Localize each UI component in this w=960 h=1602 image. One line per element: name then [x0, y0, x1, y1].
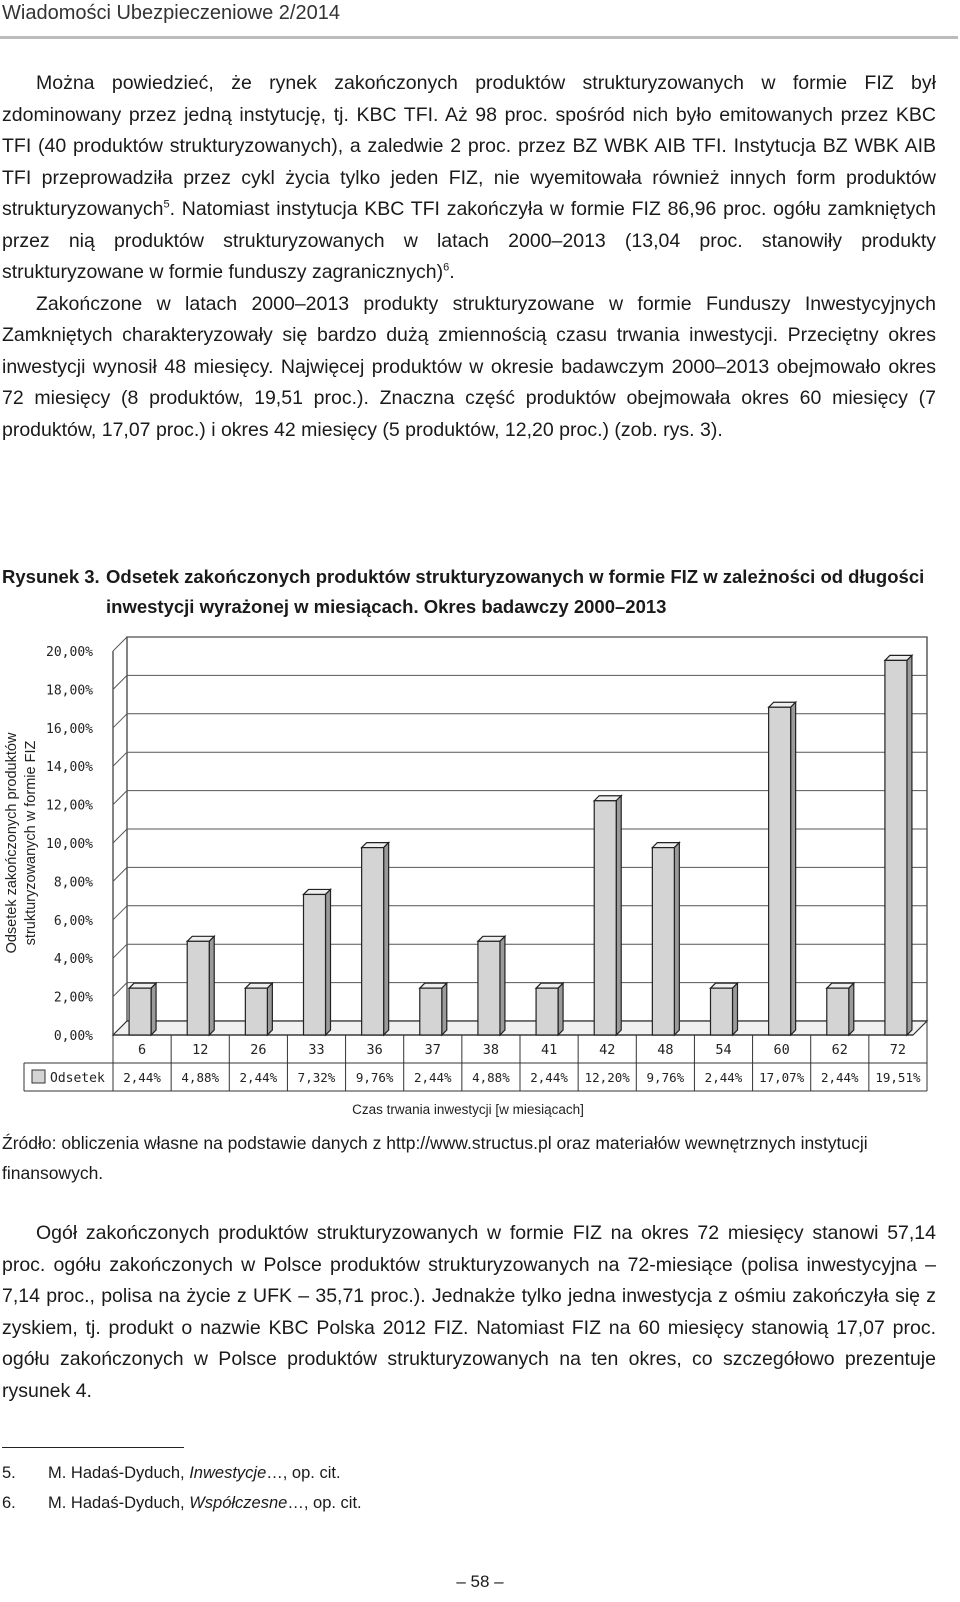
paragraph: Zakończone w latach 2000–2013 produkty strukturyzowane w formie Funduszy Inwestycyjnych Zamkniętych charakteryzowały się bardzo dużą zmiennością czasu trwania inwestycji. Przeciętny okres inwestycji wynosił 48 miesięcy. Najwięcej produktów w okresie badawczym 2000–2013 obejmowało okres 72 miesięcy (8 produktów, 19,51 proc.). Znaczna część produktów obejmowała okres 60 miesięcy (7 produktów, 17,07 proc.) i okres 42 miesięcy (5 produktów, 12,20 proc.) (zob. rys. 3).	[2, 292, 936, 441]
footnote-author: M. Hadaś-Dyduch,	[48, 1494, 190, 1512]
gridline-side	[113, 983, 127, 997]
footnote-rest: …, op. cit.	[266, 1464, 341, 1482]
gridline-side	[113, 637, 127, 651]
figure-label: Rysunek 3.	[2, 566, 100, 587]
bar	[187, 941, 209, 1035]
bar	[129, 988, 151, 1035]
gridline-side	[113, 675, 127, 689]
bar	[420, 988, 442, 1035]
paragraph	[2, 68, 936, 289]
paragraph: Ogół zakończonych produktów strukturyzowanych w formie FIZ na okres 72 miesięcy stanowi 57,14 proc. ogółu zakończonych w Polsce produktów strukturyzowanych na 72-miesiące (polisa inwestycyjna – 7,14 proc., polisa na życie z UFK – 35,71 proc.). Jednakże tylko jedna inwestycja z ośmiu zakończyła się z zyskiem, tj. produkt o nazwie KBC Polska 2012 FIZ. Natomiast FIZ na 60 miesięcy stanowią 17,07 proc. ogółu zakończonych w Polsce produktów strukturyzowanych na ten okres, co szczegółowo prezentuje rysunek 4.	[2, 1222, 936, 1402]
x-axis-title: Czas trwania inwestycji [w miesiącach]	[352, 1102, 584, 1117]
footnote-number: 6.	[2, 1494, 16, 1512]
bar-side	[209, 936, 214, 1035]
data-label: 9,76%	[355, 1070, 394, 1085]
x-tick-label: 6	[138, 1042, 147, 1058]
bar-side	[907, 655, 912, 1035]
bar-side	[616, 796, 621, 1035]
data-label: 19,51%	[875, 1070, 921, 1085]
x-tick-label: 42	[599, 1042, 616, 1058]
bar-side	[500, 936, 505, 1035]
y-tick-label: 16,00%	[46, 721, 93, 737]
y-axis-title: strukturyzowanych w formie FIZ	[23, 740, 39, 946]
bar-side	[384, 843, 389, 1035]
page-number: – 58 –	[456, 1572, 504, 1591]
footnote-rest: …, op. cit.	[287, 1494, 362, 1512]
y-tick-label: 0,00%	[53, 1029, 93, 1044]
x-tick-label: 41	[540, 1042, 558, 1058]
bar-side	[849, 983, 854, 1035]
bar	[885, 660, 907, 1035]
journal-title: Wiadomości Ubezpieczeniowe 2/2014	[2, 2, 340, 24]
y-tick-label: 4,00%	[53, 952, 93, 968]
data-label: 2,44%	[239, 1070, 278, 1085]
bar	[652, 848, 674, 1035]
gridline-side	[113, 791, 127, 805]
footnote-work-title: Współczesne	[189, 1494, 288, 1512]
chart-floor	[113, 1021, 927, 1035]
bar-side	[267, 983, 272, 1035]
bar	[478, 941, 500, 1035]
x-tick-label: 54	[715, 1042, 732, 1058]
figure-source: Źródło: obliczenia własne na podstawie danych z http://www.structus.pl oraz materiałów wewnętrznych instytucji finansowych.	[2, 1133, 868, 1183]
x-tick-label: 36	[366, 1042, 383, 1058]
bar-side	[442, 983, 447, 1035]
legend-swatch	[32, 1070, 45, 1083]
x-tick-label: 60	[773, 1042, 790, 1058]
footnote-ref[interactable]: 5	[163, 198, 170, 211]
data-label: 2,44%	[530, 1070, 568, 1085]
x-tick-label: 33	[308, 1042, 325, 1058]
bar	[245, 988, 267, 1035]
bar	[594, 801, 616, 1035]
y-axis-title: Odsetek zakończonych produktów	[4, 732, 20, 954]
y-tick-label: 14,00%	[46, 760, 93, 776]
footnote-5	[2, 1462, 341, 1484]
x-tick-label: 62	[831, 1042, 848, 1058]
body-text-bottom	[2, 1218, 936, 1407]
data-label: 9,76%	[646, 1070, 685, 1085]
gridline-side	[113, 906, 127, 920]
bar	[769, 707, 791, 1035]
bar-side	[791, 702, 796, 1035]
y-tick-label: 20,00%	[46, 645, 93, 660]
footnote-number: 5.	[2, 1464, 16, 1482]
x-tick-label: 48	[657, 1042, 674, 1058]
gridline-side	[113, 752, 127, 766]
y-tick-label: 10,00%	[46, 837, 93, 852]
paragraph-text: Można powiedzieć, że rynek zakończonych produktów strukturyzowanych w formie FIZ był zdominowany przez jedną instytucję, tj. KBC TFI. Aż 98 proc. spośród nich było emitowanych przez KBC TFI (40 produktów strukturyzowanych), a zaledwie 2 proc. przez BZ WBK AIB TFI. Instytucja BZ WBK AIB TFI przeprowadziła przez cykl życia tylko jeden FIZ, nie wyemitowała również innych form produktów strukturyzowanych	[2, 72, 936, 220]
bar	[711, 988, 733, 1035]
bar	[362, 848, 384, 1035]
data-label: 2,44%	[820, 1070, 859, 1085]
x-tick-label: 12	[192, 1042, 209, 1058]
gridline-side	[113, 714, 127, 728]
data-label: 12,20%	[584, 1070, 630, 1085]
data-label: 2,44%	[413, 1070, 452, 1085]
bar-side	[326, 889, 331, 1035]
data-label: 7,32%	[297, 1070, 336, 1085]
bar	[827, 988, 849, 1035]
footnote-divider	[2, 1447, 184, 1448]
gridline-side	[113, 829, 127, 843]
footnote-ref[interactable]: 6	[443, 261, 450, 274]
bar-side	[674, 843, 679, 1035]
body-text-top	[2, 68, 936, 446]
footnote-work-title: Inwestycje	[189, 1464, 267, 1482]
bar	[304, 894, 326, 1035]
gridline-side	[113, 944, 127, 958]
gridline-side	[113, 867, 127, 881]
bar-chart	[0, 628, 960, 1128]
data-label: 2,44%	[123, 1070, 161, 1085]
bar	[536, 988, 558, 1035]
legend-label: Odsetek	[50, 1071, 105, 1086]
y-tick-label: 18,00%	[46, 683, 93, 699]
footnote-author: M. Hadaś-Dyduch,	[48, 1464, 190, 1482]
data-label: 2,44%	[704, 1070, 743, 1085]
data-label: 17,07%	[759, 1070, 805, 1085]
y-tick-label: 6,00%	[53, 913, 93, 929]
figure-title: Odsetek zakończonych produktów strukturyzowanych w formie FIZ w zależności od długości inwestycji wyrażonej w miesiącach. Okres badawczy 2000–2013	[106, 566, 925, 617]
bar-side	[733, 983, 738, 1035]
x-tick-label: 38	[482, 1042, 500, 1058]
x-tick-label: 72	[889, 1042, 907, 1058]
running-header	[0, 0, 958, 39]
paragraph-text: .	[449, 261, 455, 283]
y-tick-label: 12,00%	[46, 798, 93, 814]
data-label: 4,88%	[181, 1070, 220, 1085]
footnote-6	[2, 1492, 362, 1514]
y-tick-label: 8,00%	[53, 875, 93, 891]
paragraph-text: . Natomiast instytucja KBC TFI zakończyła w formie FIZ 86,96 proc. ogółu zamkniętych przez nią produktów strukturyzowanych w latach 2000–2013 (13,04 proc. stanowiły produkty strukturyzowane w formie funduszy zagranicznych)	[2, 198, 936, 283]
x-tick-label: 37	[424, 1042, 441, 1058]
y-tick-label: 2,00%	[53, 990, 93, 1006]
x-tick-label: 26	[250, 1042, 267, 1058]
data-label: 4,88%	[472, 1070, 510, 1085]
bar-side	[151, 983, 156, 1035]
bar-side	[558, 983, 563, 1035]
